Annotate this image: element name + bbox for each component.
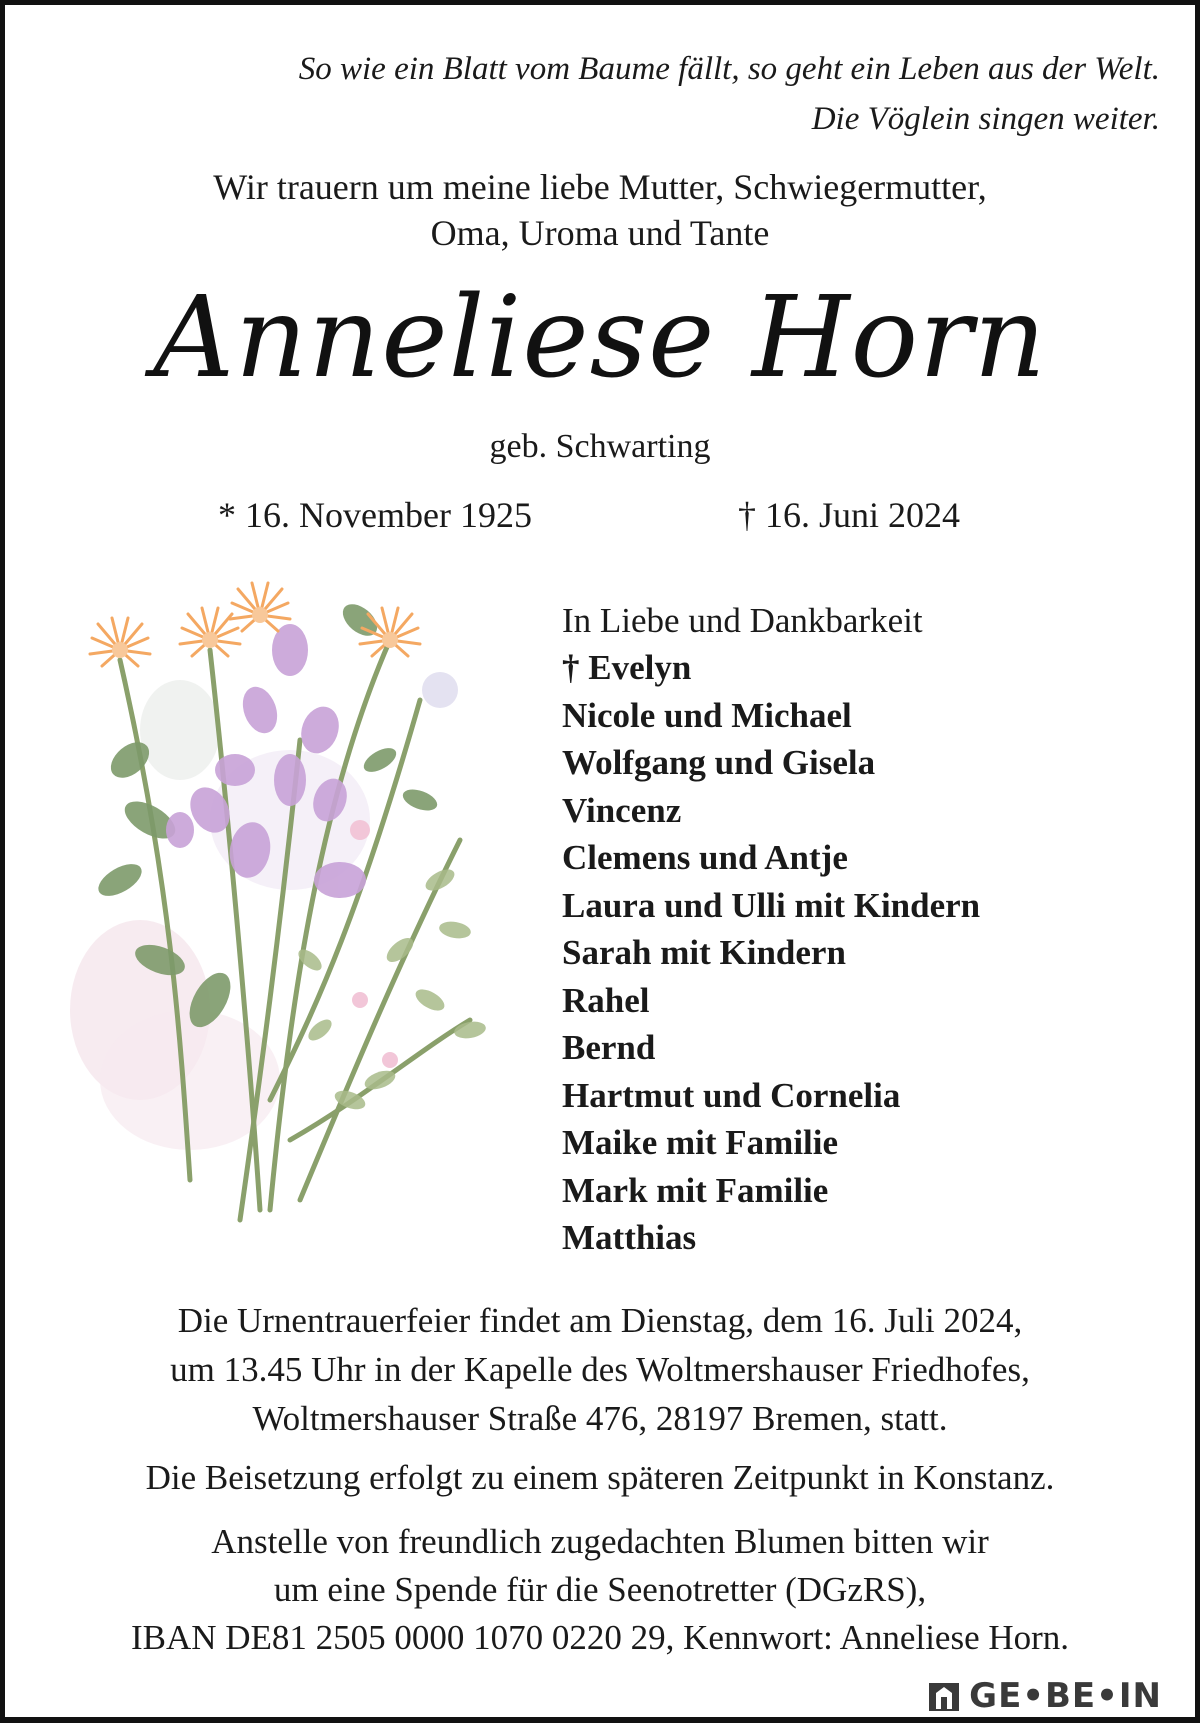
mourner-name: Sarah mit Kindern: [562, 933, 846, 972]
intro-line-1: Wir trauern um meine liebe Mutter, Schwiegermutter,: [213, 167, 987, 207]
mourner-name: Mark mit Familie: [562, 1170, 829, 1210]
mourner-list: [562, 644, 980, 1262]
maiden-name: geb. Schwarting: [489, 428, 711, 465]
mourner-name: Nicole und Michael: [562, 695, 852, 735]
logo-text: GE•BE•IN: [969, 1676, 1162, 1716]
flower-bouquet-illustration: [60, 580, 530, 1240]
mourner-name: Wolfgang und Gisela: [562, 743, 876, 782]
donation-line-3: IBAN DE81 2505 0000 1070 0220 29, Kennwort: Anneliese Horn.: [130, 1618, 1070, 1657]
poem-line-2: Die Vöglein singen weiter.: [811, 101, 1160, 137]
mourners-block: [562, 598, 980, 1262]
ceremony-notice: [0, 1296, 1200, 1443]
donation-notice: [0, 1518, 1200, 1662]
deceased-name: Anneliese Horn: [153, 273, 1047, 403]
gebein-logo-icon: [927, 1679, 961, 1713]
intro-text: [0, 164, 1200, 256]
birth-date: * 16. November 1925: [218, 495, 532, 535]
burial-notice: [0, 1453, 1200, 1502]
mourner-name: Maike mit Familie: [562, 1123, 839, 1162]
mourners-lead: In Liebe und Dankbarkeit: [562, 601, 923, 640]
mourner-name: Clemens und Antje: [562, 838, 848, 877]
mourner-name: Matthias: [562, 1218, 697, 1257]
mourner-name: † Evelyn: [562, 648, 692, 687]
mourner-name: Bernd: [562, 1028, 656, 1067]
donation-line-2: um eine Spende für die Seenotretter (DGzRS),: [273, 1570, 927, 1609]
mourner-name: Laura und Ulli mit Kindern: [562, 885, 981, 925]
ceremony-line-1: Die Urnentrauerfeier findet am Dienstag, dem 16. Juli 2024,: [177, 1301, 1023, 1340]
poem: [299, 44, 1160, 144]
mourner-name: Vincenz: [562, 790, 682, 830]
mourner-name: Hartmut und Cornelia: [562, 1075, 901, 1115]
intro-line-2: Oma, Uroma und Tante: [430, 213, 770, 253]
death-date: † 16. Juni 2024: [738, 495, 961, 535]
ceremony-line-2: um 13.45 Uhr in der Kapelle des Woltmershauser Friedhofes,: [170, 1350, 1030, 1389]
donation-line-1: Anstelle von freundlich zugedachten Blumen bitten wir: [211, 1522, 989, 1561]
poem-line-1: So wie ein Blatt vom Baume fällt, so geht ein Leben aus der Welt.: [298, 51, 1160, 87]
ceremony-line-3: Woltmershauser Straße 476, 28197 Bremen, statt.: [252, 1399, 948, 1438]
publisher-logo: [900, 1675, 1162, 1717]
burial-line-1: Die Beisetzung erfolgt zu einem späteren Zeitpunkt in Konstanz.: [145, 1458, 1055, 1497]
mourner-name: Rahel: [562, 980, 650, 1020]
